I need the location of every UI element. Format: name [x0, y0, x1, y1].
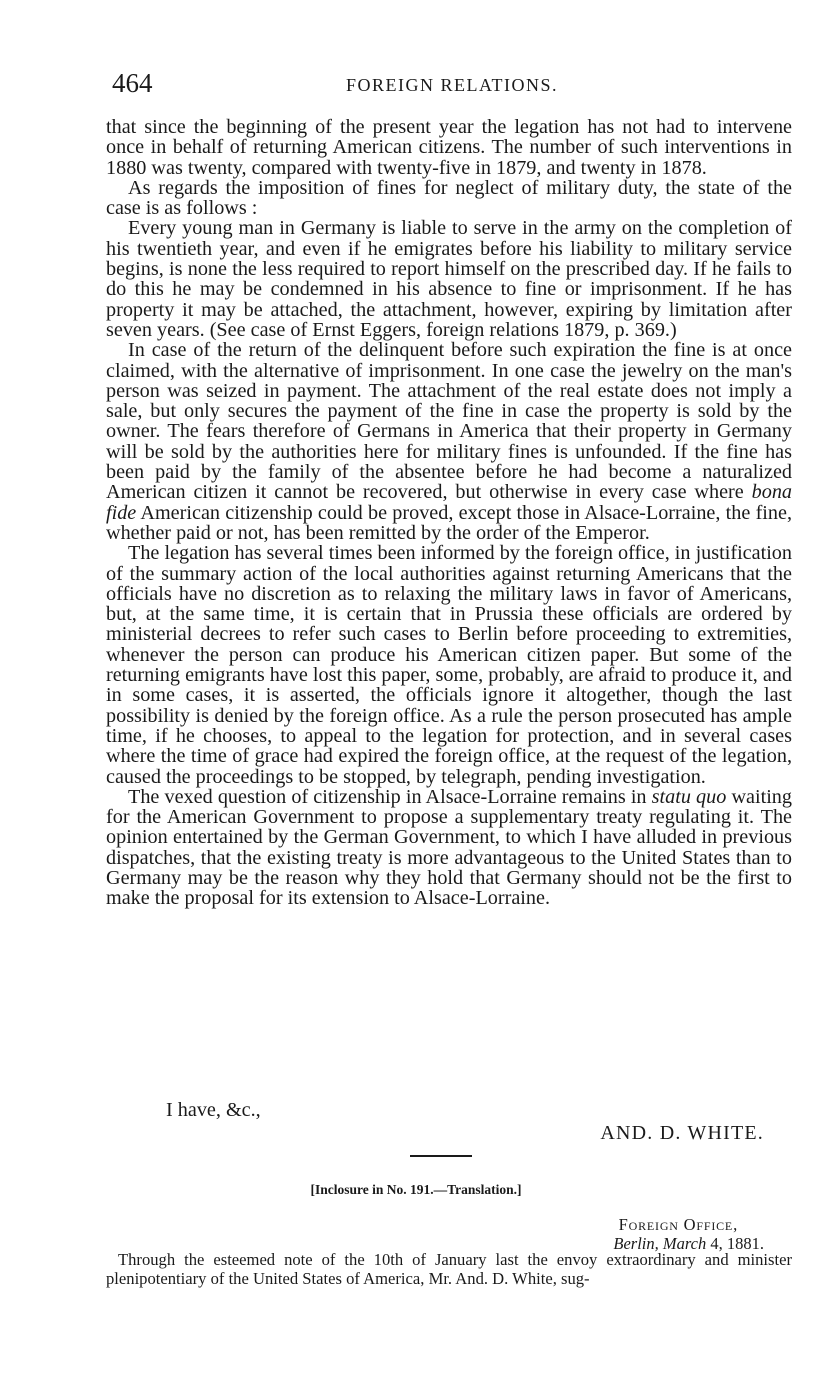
- paragraph-fines-intro: As regards the imposition of fines for neglect of military duty, the state of the case is as follows :: [106, 176, 792, 220]
- paragraph-continued: that since the beginning of the present year the legation has not had to intervene once in behalf of returning American citizens. The number of such interventions in 1880 was twenty, compared with twenty-five in 1879, and twenty in 1878.: [106, 116, 792, 179]
- paragraph-text: The vexed question of citizenship in Alsace-Lorraine remains in: [128, 785, 652, 808]
- paragraph-text: In case of the return of the delinquent before such expiration the fine is at once claimed, with the alternative of imprisonment. In one case the jewelry on the man's person was seized in payment. The attachment of the real estate does not imply a sale, but only secures the payment of the fine in case the property is sold by the owner. The fears therefore of Germans in America that their property in Germany will be sold by the authorities here for military fines is unfounded. If the fine has been paid by the family of the absentee before he had become a naturalized American citizen it cannot be recovered, but otherwise in every case where: [106, 339, 792, 504]
- section-divider: [410, 1155, 472, 1157]
- paragraph-text: American citizenship could be proved, except those in Alsace-Lorraine, the fine, whether paid or not, has been remitted by the order of the Emperor.: [106, 501, 792, 544]
- translation-paragraph: Through the esteemed note of the 10th of January last the envoy extraordinary and minister plenipotentiary of the United States of America, Mr. And. D. White, sug-: [106, 1250, 792, 1288]
- paragraph-legation-informed: The legation has several times been informed by the foreign office, in justification of the summary action of the local authorities against returning Americans that the officials have no discretion as to relaxing the military laws in favor of Americans, but, at the same time, it is certain that in Prussia these officials are ordered by ministerial decrees to refer such cases to Berlin before proceeding to extremities, whenever the person can produce his American citizen paper. But some of the returning emigrants have lost this paper, some, probably, are afraid to produce it, and in some cases, it is asserted, the officials ignore it altogether, though the last possibility is denied by the foreign office. As a rule the person prosecuted has ample time, if he chooses, to appeal to the legation for protection, and in several cases where the time of grace had expired the foreign office, at the request of the legation, caused the proceedings to be stopped, by telegraph, pending investigation.: [106, 542, 792, 788]
- page-header: [112, 66, 792, 100]
- letter-body: [106, 117, 792, 909]
- office-dateline: [613, 1215, 764, 1253]
- translation-body: [106, 1251, 792, 1288]
- italic-phrase: bona fide: [106, 481, 792, 524]
- office-date-place: Berlin, March: [613, 1234, 707, 1253]
- paragraph-text: waiting for the American Government to propose a supplementary treaty regulating it. The opinion entertained by the German Government, to which I have alluded in previous dispatches, that the existing treaty is more advantageous to the United States than to Germany may be the reason why they hold that Germany should not be the first to make the proposal for its extension to Alsace-Lorraine.: [106, 785, 792, 910]
- paragraph-return-of-delinquent: [106, 340, 792, 543]
- italic-phrase: statu quo: [651, 785, 727, 808]
- inclosure-heading: [Inclosure in No. 191.—Translation.]: [310, 1182, 522, 1197]
- signature: AND. D. WHITE.: [600, 1122, 764, 1144]
- page-number: 464: [112, 68, 153, 98]
- running-head: FOREIGN RELATIONS.: [345, 75, 558, 95]
- closing-line: I have, &c.,: [166, 1099, 261, 1121]
- office-date-rest: 4, 1881.: [706, 1234, 764, 1253]
- paragraph-military-liability: Every young man in Germany is liable to serve in the army on the completion of his twentieth year, and even if he emigrates before his liability to military service begins, is none the less required to report himself on the prescribed day. If he fails to do this he may be condemned in his absence to fine or imprisonment. If he has property it may be attached, the attachment, however, expiring by limitation after seven years. (See case of Ernst Eggers, foreign relations 1879, p. 369.): [106, 217, 792, 341]
- office-name: Foreign Office,: [618, 1215, 738, 1234]
- paragraph-alsace-lorraine: [106, 787, 792, 909]
